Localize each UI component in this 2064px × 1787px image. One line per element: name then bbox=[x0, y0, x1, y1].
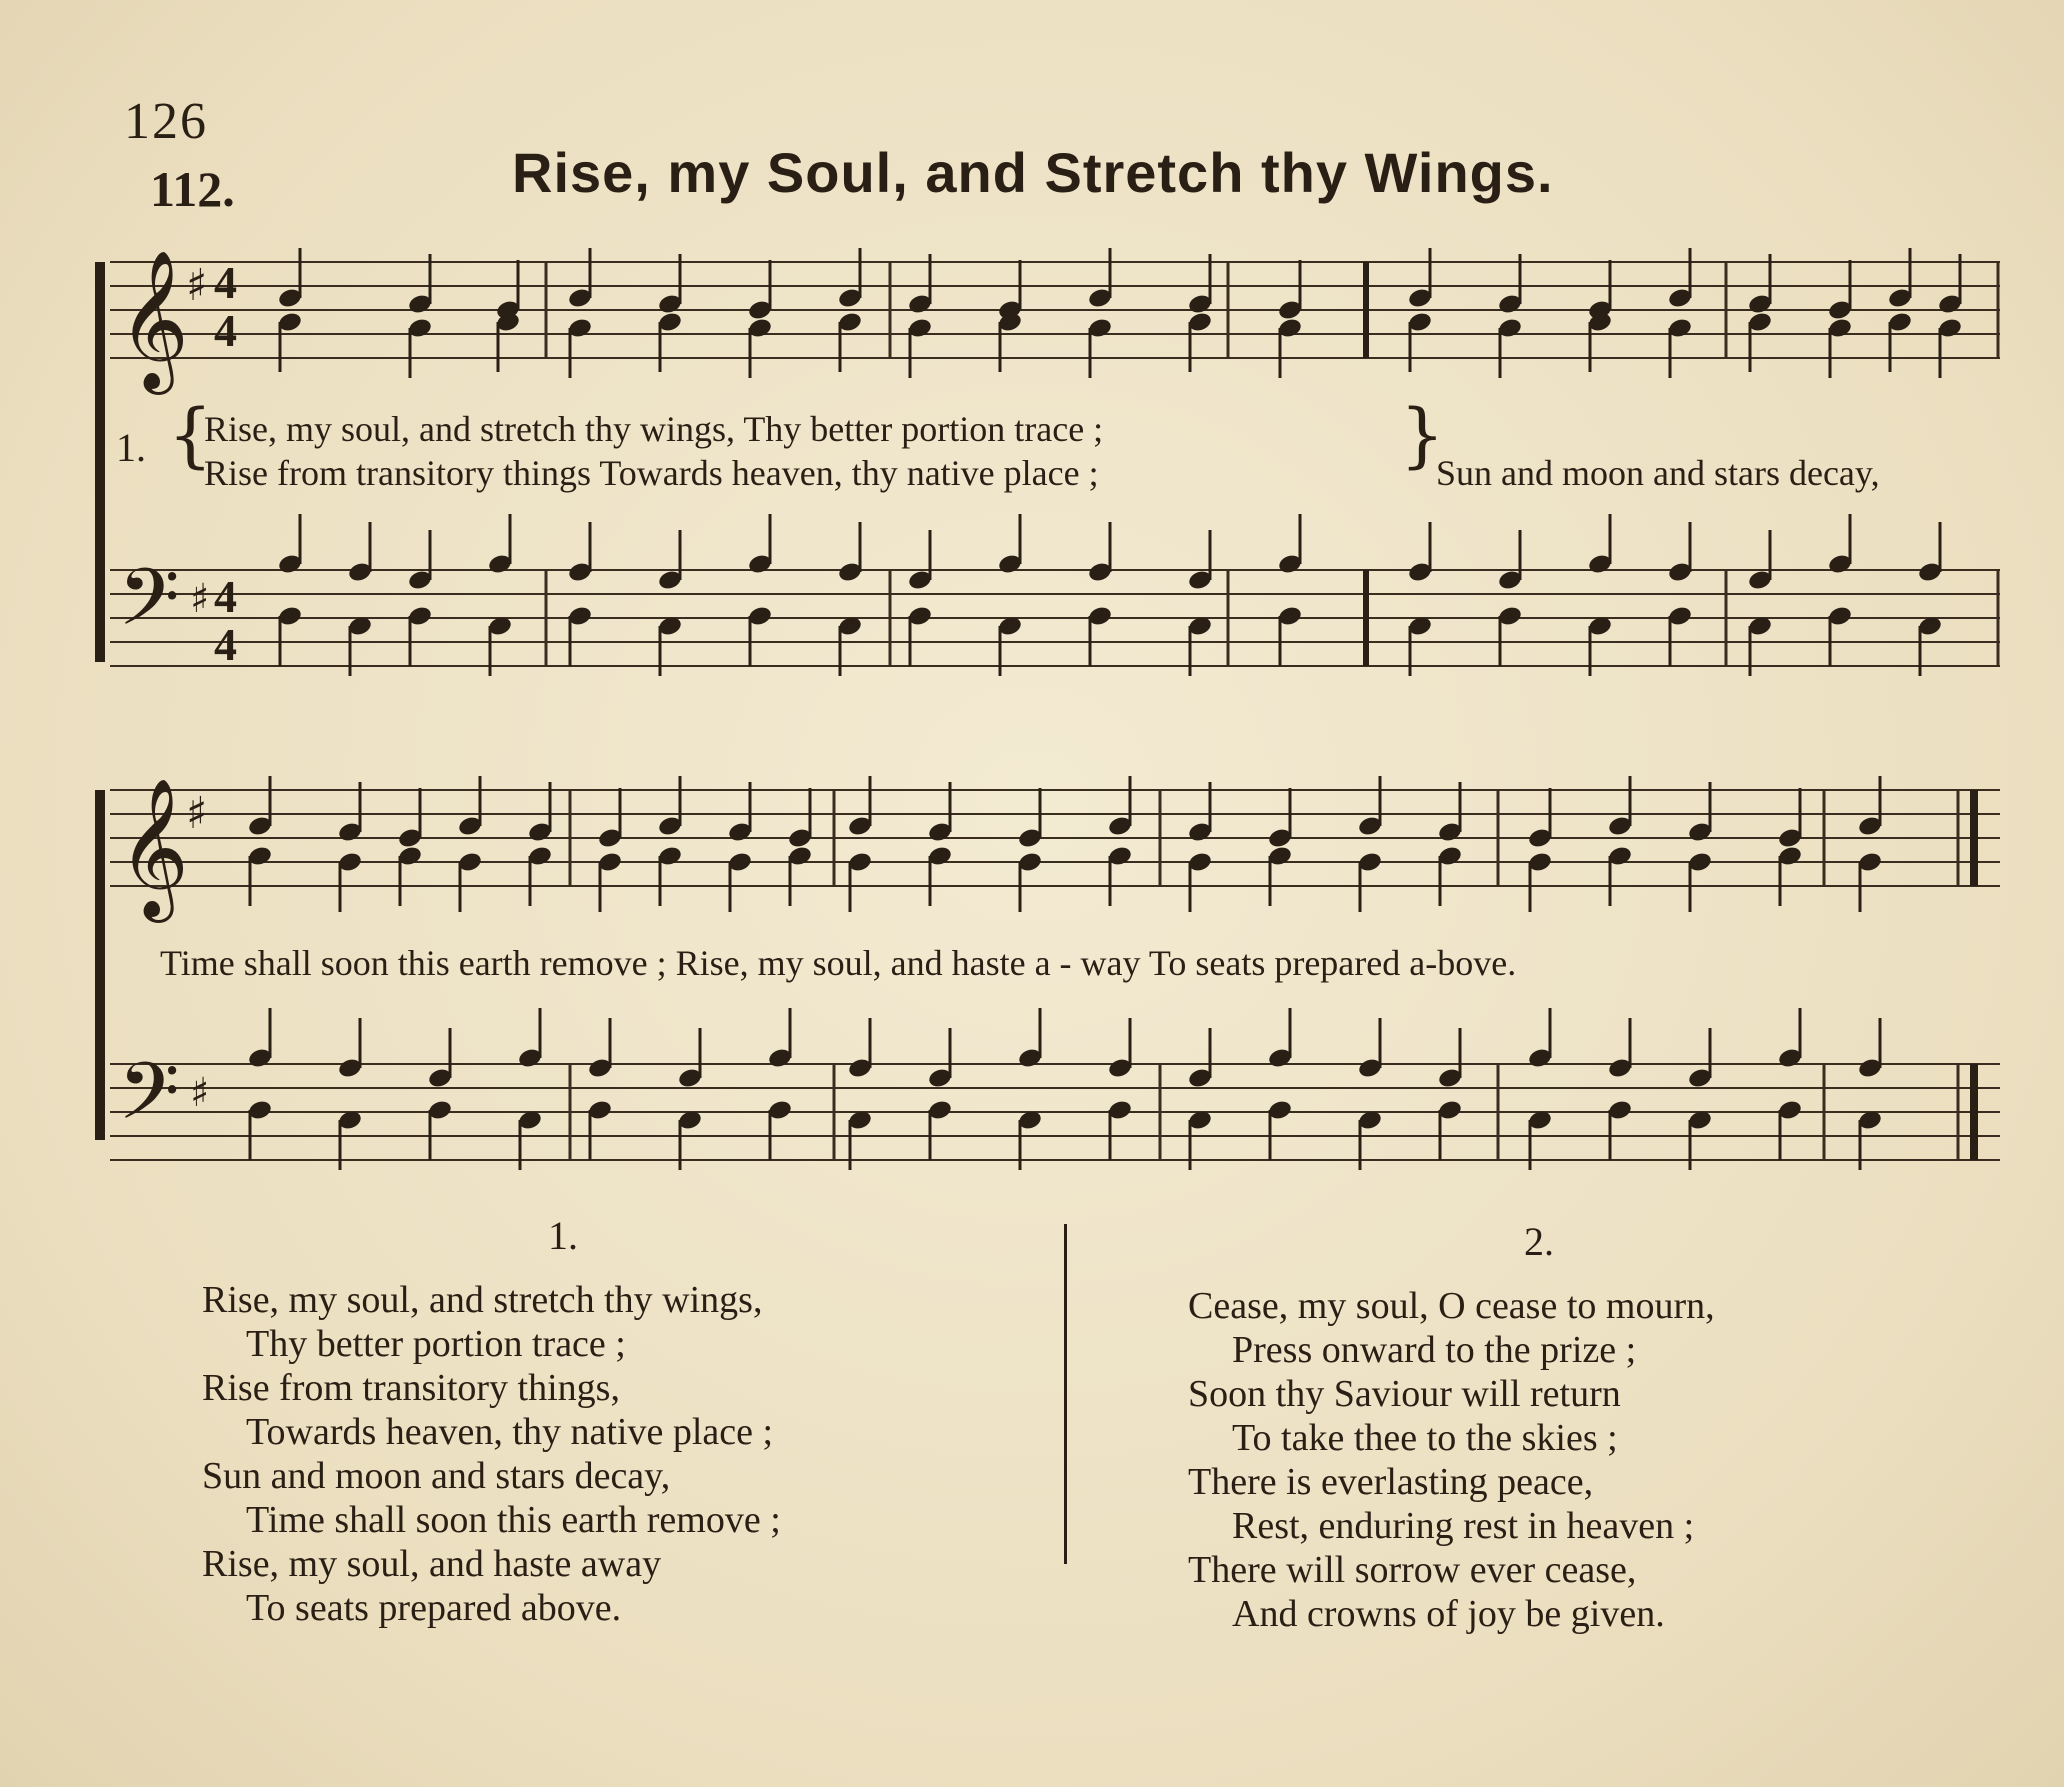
system1-bass-staff bbox=[110, 551, 2000, 670]
verse2-number: 2. bbox=[1524, 1219, 1554, 1264]
treble-clef: 𝄞 bbox=[118, 778, 189, 917]
verse2-line: Cease, my soul, O cease to mourn, bbox=[1188, 1285, 1715, 1327]
svg-text:4: 4 bbox=[214, 571, 237, 622]
verse1-line: Thy better portion trace ; bbox=[246, 1323, 626, 1365]
verse1-line: Towards heaven, thy native place ; bbox=[246, 1411, 774, 1453]
svg-text:♯: ♯ bbox=[190, 1070, 210, 1116]
system1-verse-label: 1. bbox=[116, 425, 146, 470]
verse2-text bbox=[1188, 1284, 1715, 1636]
verse1-text bbox=[202, 1278, 781, 1630]
lyric-brace-right: } bbox=[1400, 394, 1445, 476]
verse2-line: Press onward to the prize ; bbox=[1232, 1329, 1637, 1371]
verse2-line: Rest, enduring rest in heaven ; bbox=[1232, 1505, 1695, 1547]
system2-bass-staff bbox=[110, 1045, 2000, 1160]
svg-text:4: 4 bbox=[214, 305, 237, 356]
verse1-line: To seats prepared above. bbox=[246, 1587, 622, 1629]
lyric-brace-left: { bbox=[168, 394, 213, 476]
verse1-line: Rise from transitory things, bbox=[202, 1367, 620, 1409]
verse1-line: Rise, my soul, and stretch thy wings, bbox=[202, 1279, 763, 1321]
bass-clef: 𝄢 bbox=[118, 1045, 180, 1157]
verse2-line: And crowns of joy be given. bbox=[1232, 1593, 1665, 1635]
svg-text:4: 4 bbox=[214, 257, 237, 308]
svg-text:4: 4 bbox=[214, 619, 237, 670]
verse2-line: To take thee to the skies ; bbox=[1232, 1417, 1618, 1459]
system2-treble-staff bbox=[110, 778, 2000, 923]
system1-lyric-line2: Rise from transitory things Towards heaven, thy native place ; bbox=[204, 453, 1099, 493]
bass-clef: 𝄢 bbox=[118, 551, 180, 663]
verse-divider bbox=[1064, 1224, 1067, 1564]
svg-text:♯: ♯ bbox=[186, 260, 208, 311]
hymn-number: 112. bbox=[150, 161, 235, 217]
verse2-line: There is everlasting peace, bbox=[1188, 1461, 1594, 1503]
system2-lyric-line: Time shall soon this earth remove ; Rise, my soul, and haste a - way To seats prepared a-bove. bbox=[160, 943, 1517, 983]
svg-text:♯: ♯ bbox=[186, 788, 208, 839]
system1-lyric-line1: Rise, my soul, and stretch thy wings, Thy better portion trace ; bbox=[204, 409, 1104, 449]
verse1-line: Sun and moon and stars decay, bbox=[202, 1455, 671, 1497]
verse2-line: There will sorrow ever cease, bbox=[1188, 1549, 1637, 1591]
system1-lyric-continuation: Sun and moon and stars decay, bbox=[1436, 453, 1880, 493]
verse2-line: Soon thy Saviour will return bbox=[1188, 1373, 1621, 1415]
verse1-number: 1. bbox=[548, 1213, 578, 1258]
verse1-line: Rise, my soul, and haste away bbox=[202, 1543, 662, 1585]
system1-treble-staff bbox=[110, 250, 2000, 395]
page-number: 126 bbox=[124, 93, 208, 150]
treble-clef: 𝄞 bbox=[118, 250, 189, 389]
svg-text:♯: ♯ bbox=[190, 576, 210, 622]
noteheads bbox=[247, 248, 1963, 1170]
hymn-title: Rise, my Soul, and Stretch thy Wings. bbox=[512, 141, 1554, 204]
verse1-line: Time shall soon this earth remove ; bbox=[246, 1499, 781, 1541]
